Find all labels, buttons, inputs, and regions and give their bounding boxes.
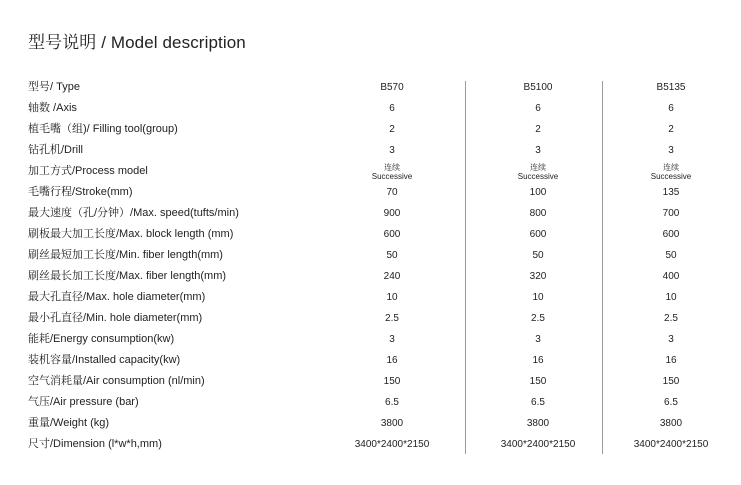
row-label: 最小孔直径/Min. hole diameter(mm)	[28, 312, 203, 324]
row-label: 刷丝最短加工长度/Min. fiber length(mm)	[28, 249, 223, 261]
table-cell: 320	[529, 271, 547, 282]
row-label: 毛嘴行程/Stroke(mm)	[28, 186, 133, 198]
table-cell: 150	[529, 376, 547, 387]
table-cell: 400	[662, 271, 680, 282]
row-label: 装机容量/Installed capacity(kw)	[28, 354, 181, 366]
table-cell: 3800	[659, 418, 683, 429]
table-cell	[488, 163, 588, 181]
cell-line: 连续	[530, 163, 546, 172]
table-cell	[342, 163, 442, 181]
table-row	[28, 308, 725, 329]
table-cell: 700	[662, 208, 680, 219]
table-cell: 50	[386, 250, 398, 261]
row-label: 刷丝最长加工长度/Max. fiber length(mm)	[28, 270, 227, 282]
table-cell: 600	[383, 229, 401, 240]
row-label: 尺寸/Dimension (l*w*h,mm)	[28, 438, 162, 450]
table-row	[28, 266, 725, 287]
table-cell: 3	[668, 145, 674, 156]
table-cell: 16	[532, 355, 544, 366]
table-cell: 3	[535, 145, 541, 156]
table-cell: 50	[665, 250, 677, 261]
row-label: 最大孔直径/Max. hole diameter(mm)	[28, 291, 206, 303]
table-row	[28, 245, 725, 266]
table-cell: 6.5	[531, 397, 545, 408]
table-cell: 3800	[526, 418, 550, 429]
table-cell: 100	[529, 187, 547, 198]
table-row	[28, 182, 725, 203]
table-cell: 600	[529, 229, 547, 240]
table-cell: 2	[668, 124, 674, 135]
table-row	[28, 140, 725, 161]
cell-line: Successive	[371, 172, 413, 181]
table-cell: 3	[535, 334, 541, 345]
table-cell	[621, 163, 721, 181]
row-label: 空气消耗量/Air consumption (nl/min)	[28, 375, 205, 387]
table-cell: 16	[386, 355, 398, 366]
table-cell: 800	[529, 208, 547, 219]
table-cell: 3400*2400*2150	[354, 439, 430, 450]
cell-line: 连续	[384, 163, 400, 172]
table-row	[28, 287, 725, 308]
table-cell: B5100	[523, 82, 553, 93]
table-cell: 3	[389, 334, 395, 345]
table-cell: 6	[668, 103, 674, 114]
table-row	[28, 413, 725, 434]
table-cell: 150	[383, 376, 401, 387]
table-cell: 10	[532, 292, 544, 303]
table-row	[28, 329, 725, 350]
table-cell: B5135	[656, 82, 686, 93]
table-row	[28, 203, 725, 224]
table-cell: 135	[662, 187, 680, 198]
table-row	[28, 119, 725, 140]
cell-line: Successive	[650, 172, 692, 181]
table-cell: 70	[386, 187, 398, 198]
row-label: 气压/Air pressure (bar)	[28, 396, 139, 408]
table-cell: 10	[386, 292, 398, 303]
table-cell: 6.5	[664, 397, 678, 408]
row-label: 钻孔机/Drill	[28, 144, 83, 156]
row-label: 植毛嘴（组)/ Filling tool(group)	[28, 123, 178, 135]
row-label: 能耗/Energy consumption(kw)	[28, 333, 175, 345]
row-label: 刷板最大加工长度/Max. block length (mm)	[28, 228, 234, 240]
table-cell: 6	[535, 103, 541, 114]
row-label: 轴数 /Axis	[28, 102, 77, 114]
table-cell: 3	[668, 334, 674, 345]
table-cell: 2.5	[664, 313, 678, 324]
spec-table	[28, 77, 725, 455]
table-row	[28, 371, 725, 392]
table-cell: 50	[532, 250, 544, 261]
row-label: 重量/Weight (kg)	[28, 417, 110, 429]
table-cell: 3400*2400*2150	[500, 439, 576, 450]
table-row	[28, 350, 725, 371]
table-cell: 2.5	[385, 313, 399, 324]
page-title: 型号说明 / Model description	[28, 33, 246, 52]
row-label: 最大速度（孔/分钟）/Max. speed(tufts/min)	[28, 207, 239, 219]
table-row	[28, 161, 725, 182]
row-label: 加工方式/Process model	[28, 165, 148, 177]
table-row	[28, 392, 725, 413]
table-cell: 16	[665, 355, 677, 366]
table-cell: 2	[389, 124, 395, 135]
table-cell: 3	[389, 145, 395, 156]
cell-line: 连续	[663, 163, 679, 172]
table-cell: 240	[383, 271, 401, 282]
table-cell: 3400*2400*2150	[633, 439, 709, 450]
table-row	[28, 77, 725, 98]
table-row	[28, 434, 725, 455]
table-cell: 2	[535, 124, 541, 135]
table-cell: 600	[662, 229, 680, 240]
table-cell: 150	[662, 376, 680, 387]
table-cell: 900	[383, 208, 401, 219]
table-cell: 6	[389, 103, 395, 114]
table-cell: 2.5	[531, 313, 545, 324]
table-cell: 3800	[380, 418, 404, 429]
table-cell: 10	[665, 292, 677, 303]
table-row	[28, 224, 725, 245]
cell-line: Successive	[517, 172, 559, 181]
table-cell: B570	[380, 82, 404, 93]
table-row	[28, 98, 725, 119]
row-label: 型号/ Type	[28, 81, 80, 93]
table-cell: 6.5	[385, 397, 399, 408]
